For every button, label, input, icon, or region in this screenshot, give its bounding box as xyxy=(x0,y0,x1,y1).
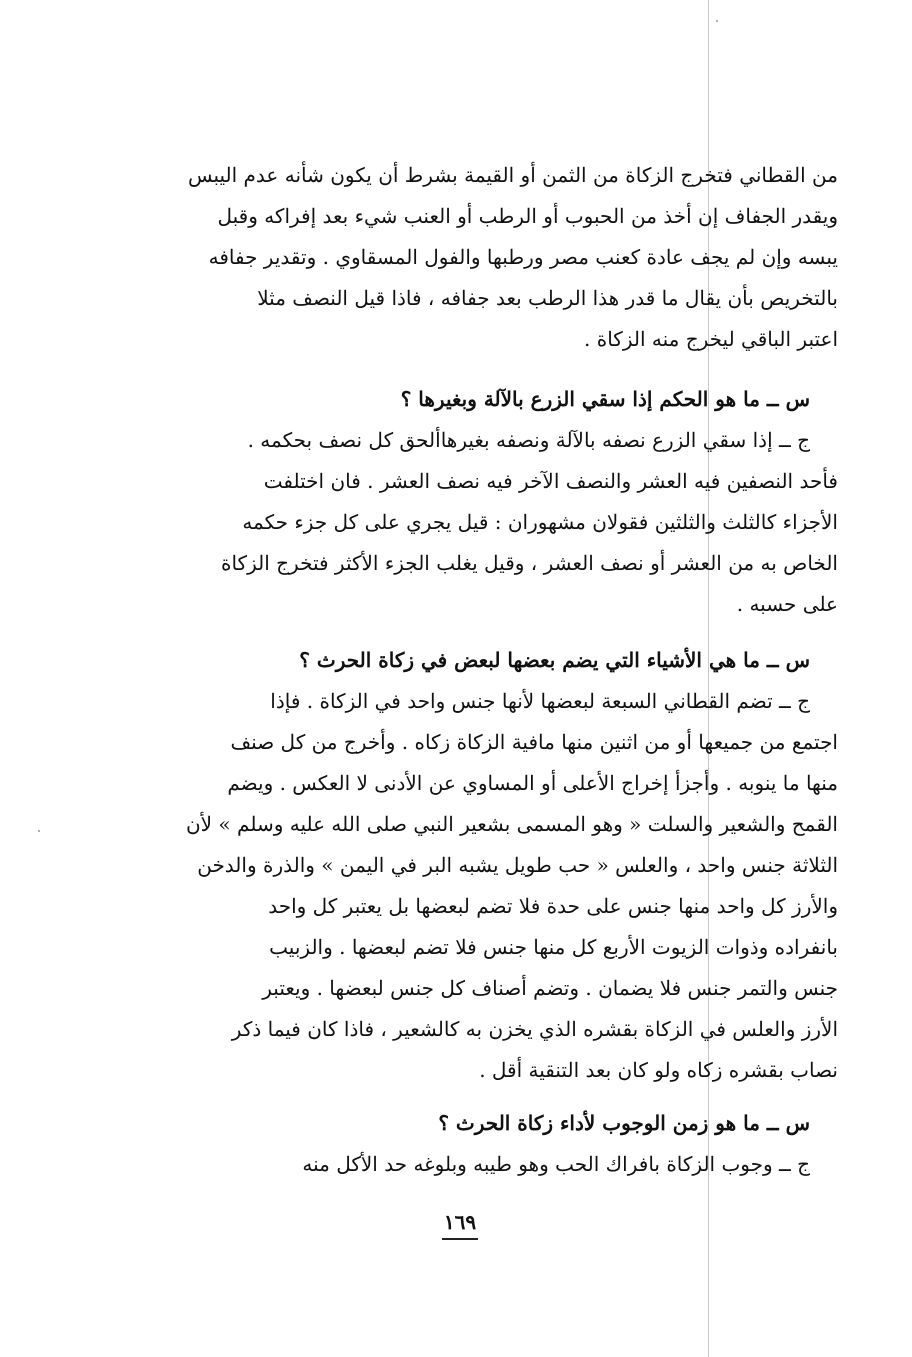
text-line: بانفراده وذوات الزيوت الأربع كل منها جنس فلا تضم لبعضها . والزبيب xyxy=(269,935,838,959)
text-line: الأجزاء كالثلث والثلثين فقولان مشهوران : قيل يجري على كل جزء حكمه xyxy=(242,510,838,534)
page-number: ١٦٩ xyxy=(443,1210,477,1234)
page-number-underline xyxy=(442,1238,478,1240)
scan-speck xyxy=(716,20,718,22)
question-line: س ــ ما هو الحكم إذا سقي الزرع بالآلة وبغيرها ؟ xyxy=(400,387,810,411)
text-line: من القطاني فتخرج الزكاة من الثمن أو القيمة بشرط أن يكون شأنه عدم اليبس xyxy=(187,163,838,187)
text-line: نصاب بقشره زكاه ولو كان بعد التنقية أقل . xyxy=(479,1058,838,1082)
paragraph-4 xyxy=(128,1103,838,1185)
paragraph-2 xyxy=(128,379,838,625)
text-line: والأرز كل واحد منها جنس على حدة فلا تضم لبعضها بل يعتبر كل واحد xyxy=(268,894,838,918)
answer-line: ج ــ إذا سقي الزرع نصفه بالآلة ونصفه بغيرهاألحق كل نصف بحكمه . xyxy=(247,428,810,452)
text-line: فأحد النصفين فيه العشر والنصف الآخر فيه نصف العشر . فان اختلفت xyxy=(263,469,838,493)
text-line: يبسه وإن لم يجف عادة كعنب مصر ورطبها والفول المسقاوي . وتقدير جفافه xyxy=(208,245,838,269)
question-line: س ــ ما هو زمن الوجوب لأداء زكاة الحرث ؟ xyxy=(438,1111,810,1135)
scan-speck xyxy=(38,830,40,832)
text-line: بالتخريص بأن يقال ما قدر هذا الرطب بعد جفافه ، فاذا قيل النصف مثلا xyxy=(257,286,838,310)
text-line: ويقدر الجفاف إن أخذ من الحبوب أو الرطب أو العنب شيء بعد إفراكه وقبل xyxy=(217,204,838,228)
text-line: جنس والتمر جنس فلا يضمان . وتضم أصناف كل جنس لبعضها . ويعتبر xyxy=(262,976,838,1000)
text-line: اجتمع من جميعها أو من اثنين منها مافية الزكاة زكاه . وأخرج من كل صنف xyxy=(230,730,838,754)
text-line: الأرز والعلس في الزكاة بقشره الذي يخزن به كالشعير ، فاذا كان فيما ذكر xyxy=(231,1017,838,1041)
text-line: الخاص به من العشر أو نصف العشر ، وقيل يغلب الجزء الأكثر فتخرج الزكاة xyxy=(220,551,838,575)
text-line: الثلاثة جنس واحد ، والعلس « حب طويل يشبه البر في اليمن » والذرة والدخن xyxy=(197,853,838,877)
answer-line: ج ــ وجوب الزكاة بافراك الحب وهو طيبه وبلوغه حد الأكل منه xyxy=(302,1152,810,1176)
text-line: القمح والشعير والسلت « وهو المسمى بشعير النبي صلى الله عليه وسلم » لأن xyxy=(185,812,838,836)
text-line: على حسبه . xyxy=(736,592,838,616)
text-line: اعتبر الباقي ليخرج منه الزكاة . xyxy=(584,327,838,351)
paragraph-3 xyxy=(128,640,838,1091)
answer-line: ج ــ تضم القطاني السبعة لبعضها لأنها جنس واحد في الزكاة . فإذا xyxy=(270,689,810,713)
question-line: س ــ ما هي الأشياء التي يضم بعضها لبعض في زكاة الحرث ؟ xyxy=(299,648,810,672)
text-line: منها ما ينوبه . وأجزأ إخراج الأعلى أو المساوي عن الأدنى لا العكس . ويضم xyxy=(227,771,838,795)
paragraph-1 xyxy=(128,155,838,360)
